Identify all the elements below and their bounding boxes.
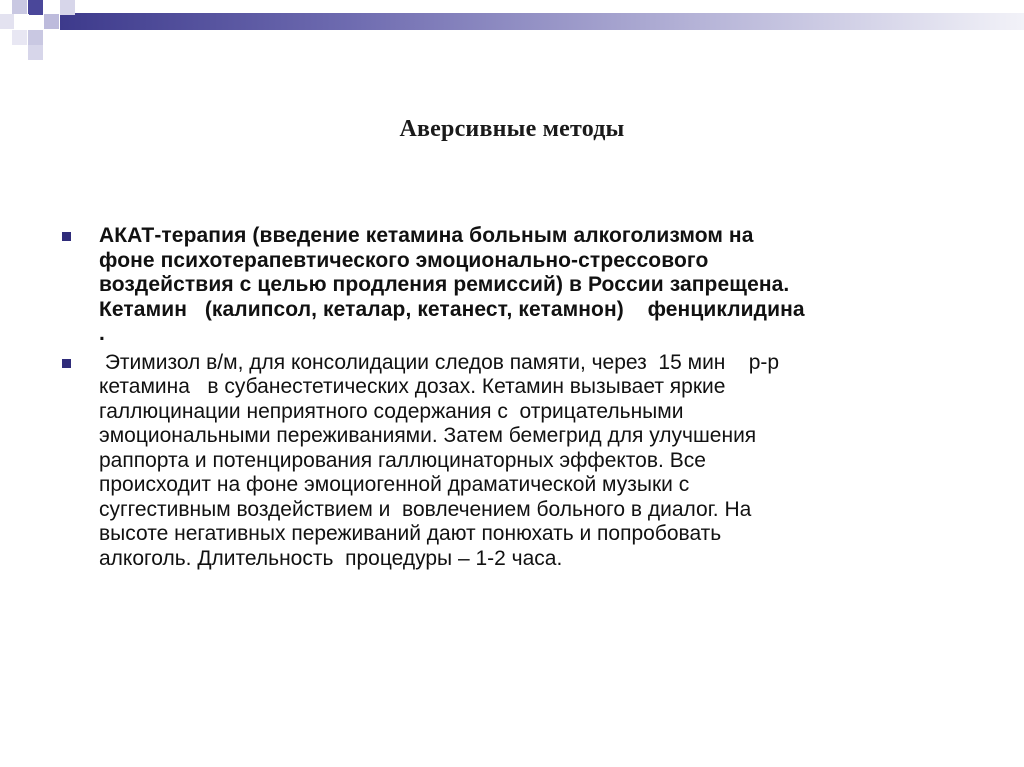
square-bullet-icon [62,359,71,368]
text-line: . [99,322,105,345]
text-line: суггестивным воздействием и вовлечением больного в диалог. На [99,497,752,521]
header-square [28,30,43,45]
bullet-text [99,224,962,347]
text-line: фоне психотерапевтического эмоционально-стрессового [99,248,709,272]
text-line: воздействия с целью продления ремиссий) в России запрещена. [99,273,790,296]
header-square [28,0,43,15]
header-square [14,14,29,29]
bullet-list [62,224,962,575]
header-square [12,0,27,15]
header-square [44,30,59,45]
text-line: Кетамин (калипсол, кеталар, кетанест, кетамнон) фенциклидина [99,297,805,321]
text-line: кетамина в субанестетических дозах. Кетамин вызывает яркие [99,375,726,398]
bullet-item [62,351,962,572]
text-line: галлюцинации неприятного содержания с отрицательными [99,399,684,423]
header-gradient-band [60,13,1024,30]
text-line: алкоголь. Длительность процедуры – 1-2 часа. [99,546,563,570]
text-line: высоте негативных переживаний дают понюхать и попробовать [99,522,722,545]
text-line: раппорта и потенцирования галлюцинаторных эффектов. Все [99,448,706,472]
header-square [60,0,75,15]
bullet-text [99,351,962,572]
header-square [0,14,15,29]
square-bullet-icon [62,232,71,241]
text-line: происходит на фоне эмоциогенной драматической музыки с [99,473,690,496]
text-line: эмоциональными переживаниями. Затем бемегрид для улучшения [99,424,757,447]
bullet-item [62,224,962,347]
header-square [12,30,27,45]
slide-title: Аверсивные методы [399,116,625,142]
header-square [28,45,43,60]
header-square [44,14,59,29]
text-line: Этимизол в/м, для консолидации следов памяти, через 15 мин р-р [99,350,780,374]
text-line: АКАТ-терапия (введение кетамина больным алкоголизмом на [99,224,754,247]
